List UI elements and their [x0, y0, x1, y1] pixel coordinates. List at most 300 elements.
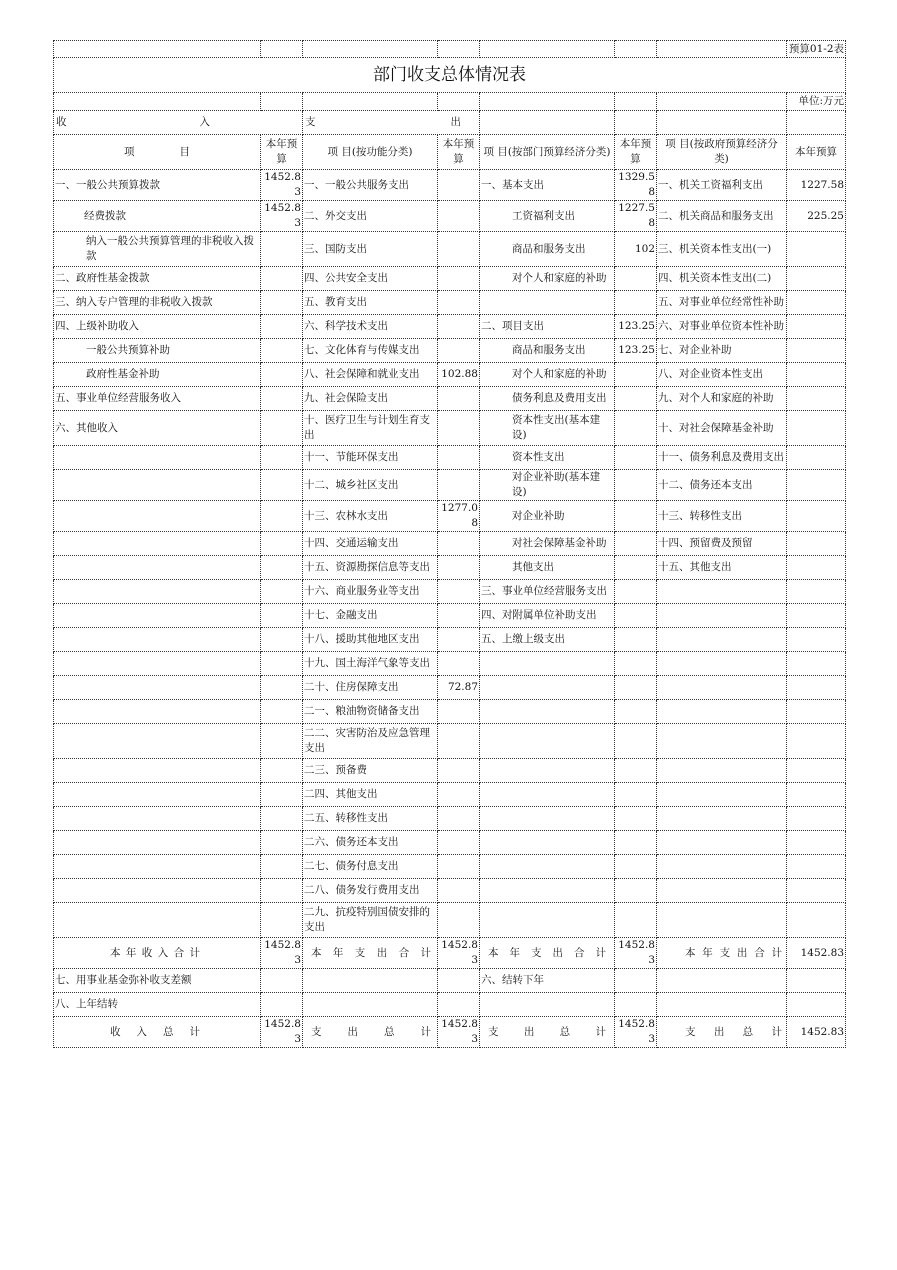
income-item: 四、上级补助收入	[54, 315, 261, 339]
dept-item	[480, 724, 615, 759]
income-item	[54, 580, 261, 604]
func-item: 十四、交通运输支出	[303, 532, 438, 556]
form-code: 预算01-2表	[787, 41, 846, 58]
gov-budget	[787, 532, 846, 556]
dept-item: 商品和服务支出	[480, 232, 615, 267]
func-budget	[438, 387, 480, 411]
func-item: 十九、国土海洋气象等支出	[303, 652, 438, 676]
gov-item	[657, 969, 787, 993]
header-gov-item: 项 目(按政府预算经济分类)	[657, 135, 787, 170]
dept-item: 三、事业单位经营服务支出	[480, 580, 615, 604]
gov-budget	[787, 470, 846, 501]
gov-total-label: 本年支出合计	[657, 938, 787, 969]
dept-budget	[615, 363, 657, 387]
dept-budget	[615, 969, 657, 993]
gov-budget	[787, 501, 846, 532]
table-row	[54, 556, 846, 580]
dept-item	[480, 903, 615, 938]
gov-budget	[787, 676, 846, 700]
func-budget	[438, 652, 480, 676]
dept-budget	[615, 387, 657, 411]
income-total-value: 1452.83	[261, 1017, 303, 1048]
gov-item: 二、机关商品和服务支出	[657, 201, 787, 232]
income-item: 五、事业单位经营服务收入	[54, 387, 261, 411]
func-item: 二七、债务付息支出	[303, 855, 438, 879]
func-budget	[438, 556, 480, 580]
income-item: 六、其他收入	[54, 411, 261, 446]
dept-budget	[615, 628, 657, 652]
income-item	[54, 807, 261, 831]
gov-item	[657, 855, 787, 879]
func-budget	[438, 315, 480, 339]
income-budget	[261, 501, 303, 532]
gov-budget	[787, 855, 846, 879]
section-row	[54, 111, 846, 135]
income-budget	[261, 411, 303, 446]
func-budget	[438, 339, 480, 363]
income-budget	[261, 232, 303, 267]
dept-item: 一、基本支出	[480, 170, 615, 201]
gov-budget: 1227.58	[787, 170, 846, 201]
income-budget	[261, 724, 303, 759]
func-item: 十八、援助其他地区支出	[303, 628, 438, 652]
table-row	[54, 580, 846, 604]
dept-budget: 123.25	[615, 315, 657, 339]
income-item	[54, 604, 261, 628]
func-item: 七、文化体育与传媒支出	[303, 339, 438, 363]
dept-total-value: 1452.83	[615, 1017, 657, 1048]
dept-budget	[615, 652, 657, 676]
func-budget	[438, 783, 480, 807]
income-item: 经费拨款	[54, 201, 261, 232]
gov-budget	[787, 628, 846, 652]
dept-total-value: 1452.83	[615, 938, 657, 969]
dept-item	[480, 831, 615, 855]
income-item	[54, 879, 261, 903]
gov-budget	[787, 652, 846, 676]
table-row	[54, 201, 846, 232]
gov-item	[657, 831, 787, 855]
func-budget	[438, 831, 480, 855]
gov-item: 十二、债务还本支出	[657, 470, 787, 501]
income-budget	[261, 532, 303, 556]
table-row	[54, 411, 846, 446]
dept-item	[480, 993, 615, 1017]
func-total-value: 1452.83	[438, 938, 480, 969]
func-total-value: 1452.83	[438, 1017, 480, 1048]
gov-budget	[787, 363, 846, 387]
table-row	[54, 291, 846, 315]
gov-budget	[787, 604, 846, 628]
table-row	[54, 363, 846, 387]
dept-item	[480, 652, 615, 676]
func-item: 二三、预备费	[303, 759, 438, 783]
gov-item: 十三、转移性支出	[657, 501, 787, 532]
income-budget	[261, 363, 303, 387]
income-total-value: 1452.83	[261, 938, 303, 969]
income-item	[54, 724, 261, 759]
func-budget	[438, 201, 480, 232]
gov-item: 十、对社会保障基金补助	[657, 411, 787, 446]
func-item: 六、科学技术支出	[303, 315, 438, 339]
func-budget	[438, 446, 480, 470]
gov-item: 十四、预留费及预留	[657, 532, 787, 556]
table-row	[54, 700, 846, 724]
func-item: 九、社会保险支出	[303, 387, 438, 411]
dept-item: 其他支出	[480, 556, 615, 580]
table-row	[54, 315, 846, 339]
table-row	[54, 501, 846, 532]
income-item	[54, 831, 261, 855]
dept-budget	[615, 759, 657, 783]
dept-budget	[615, 411, 657, 446]
gov-budget	[787, 411, 846, 446]
gov-item	[657, 783, 787, 807]
gov-budget	[787, 724, 846, 759]
income-item	[54, 855, 261, 879]
dept-item	[480, 783, 615, 807]
gov-item	[657, 759, 787, 783]
func-budget	[438, 580, 480, 604]
gov-budget	[787, 969, 846, 993]
func-budget	[438, 700, 480, 724]
income-budget	[261, 387, 303, 411]
income-budget	[261, 831, 303, 855]
income-budget	[261, 604, 303, 628]
dept-budget	[615, 604, 657, 628]
func-budget	[438, 903, 480, 938]
income-budget	[261, 628, 303, 652]
header-func-item: 项 目(按功能分类)	[303, 135, 438, 170]
dept-budget	[615, 700, 657, 724]
gov-budget	[787, 315, 846, 339]
income-budget	[261, 903, 303, 938]
func-item: 三、国防支出	[303, 232, 438, 267]
func-total-label: 支出总计	[303, 1017, 438, 1048]
dept-budget	[615, 580, 657, 604]
dept-budget	[615, 993, 657, 1017]
dept-item: 四、对附属单位补助支出	[480, 604, 615, 628]
income-budget	[261, 879, 303, 903]
income-item: 纳入一般公共预算管理的非税收入拨款	[54, 232, 261, 267]
dept-item: 对社会保障基金补助	[480, 532, 615, 556]
func-budget	[438, 532, 480, 556]
unit-row	[54, 93, 846, 111]
income-budget	[261, 291, 303, 315]
table-row	[54, 446, 846, 470]
income-budget	[261, 470, 303, 501]
dept-item: 对个人和家庭的补助	[480, 363, 615, 387]
income-budget	[261, 556, 303, 580]
table-row	[54, 532, 846, 556]
gov-item: 六、对事业单位资本性补助	[657, 315, 787, 339]
gov-budget	[787, 831, 846, 855]
func-item: 二二、灾害防治及应急管理支出	[303, 724, 438, 759]
income-item: 一般公共预算补助	[54, 339, 261, 363]
gov-item	[657, 628, 787, 652]
gov-total-value: 1452.83	[787, 1017, 846, 1048]
dept-item: 债务利息及费用支出	[480, 387, 615, 411]
func-item: 一、一般公共服务支出	[303, 170, 438, 201]
income-item	[54, 532, 261, 556]
func-budget: 102.88	[438, 363, 480, 387]
header-budget-1: 本年预算	[261, 135, 303, 170]
dept-budget: 1227.58	[615, 201, 657, 232]
income-item: 三、纳入专户管理的非税收入拨款	[54, 291, 261, 315]
func-budget	[438, 267, 480, 291]
income-item	[54, 903, 261, 938]
gov-item: 三、机关资本性支出(一)	[657, 232, 787, 267]
income-item	[54, 676, 261, 700]
gov-budget	[787, 339, 846, 363]
income-budget	[261, 446, 303, 470]
income-item	[54, 470, 261, 501]
income-budget	[261, 339, 303, 363]
gov-item: 五、对事业单位经常性补助	[657, 291, 787, 315]
income-budget	[261, 700, 303, 724]
func-item: 二九、抗疫特别国债安排的支出	[303, 903, 438, 938]
budget-sheet	[53, 40, 846, 1048]
expense-section-label: 支 出	[303, 111, 480, 135]
func-budget	[438, 879, 480, 903]
page-title: 部门收支总体情况表	[54, 58, 846, 93]
func-item: 二六、债务还本支出	[303, 831, 438, 855]
gov-budget	[787, 903, 846, 938]
form-code-row	[54, 41, 846, 58]
gov-budget: 225.25	[787, 201, 846, 232]
func-item: 四、公共安全支出	[303, 267, 438, 291]
func-budget	[438, 232, 480, 267]
func-item: 八、社会保障和就业支出	[303, 363, 438, 387]
grand-total-row	[54, 1017, 846, 1048]
dept-item	[480, 807, 615, 831]
income-item	[54, 759, 261, 783]
dept-budget	[615, 879, 657, 903]
gov-budget	[787, 387, 846, 411]
year-total-row	[54, 938, 846, 969]
gov-total-label: 支出总计	[657, 1017, 787, 1048]
income-item	[54, 652, 261, 676]
func-budget	[438, 724, 480, 759]
gov-item	[657, 652, 787, 676]
income-item: 政府性基金补助	[54, 363, 261, 387]
gov-budget	[787, 291, 846, 315]
func-item: 二八、债务发行费用支出	[303, 879, 438, 903]
func-item: 十一、节能环保支出	[303, 446, 438, 470]
income-item: 一、一般公共预算拨款	[54, 170, 261, 201]
dept-item: 五、上缴上级支出	[480, 628, 615, 652]
table-row	[54, 903, 846, 938]
gov-budget	[787, 783, 846, 807]
dept-item: 商品和服务支出	[480, 339, 615, 363]
dept-item	[480, 700, 615, 724]
income-item	[54, 501, 261, 532]
dept-budget	[615, 532, 657, 556]
func-item: 二一、粮油物资储备支出	[303, 700, 438, 724]
gov-item	[657, 807, 787, 831]
dept-budget	[615, 807, 657, 831]
income-item	[54, 556, 261, 580]
table-row	[54, 170, 846, 201]
table-row	[54, 267, 846, 291]
dept-item: 二、项目支出	[480, 315, 615, 339]
dept-item: 工资福利支出	[480, 201, 615, 232]
dept-budget	[615, 556, 657, 580]
title-row	[54, 58, 846, 93]
func-item: 五、教育支出	[303, 291, 438, 315]
income-budget	[261, 580, 303, 604]
dept-item: 对企业补助	[480, 501, 615, 532]
table-row	[54, 387, 846, 411]
func-budget	[438, 470, 480, 501]
header-dept-item: 项 目(按部门预算经济分类)	[480, 135, 615, 170]
gov-budget	[787, 580, 846, 604]
dept-budget	[615, 446, 657, 470]
income-budget: 1452.83	[261, 201, 303, 232]
gov-budget	[787, 267, 846, 291]
func-budget	[438, 993, 480, 1017]
table-row	[54, 652, 846, 676]
table-row	[54, 759, 846, 783]
table-row	[54, 232, 846, 267]
header-income-item: 项 目	[54, 135, 261, 170]
gov-budget	[787, 446, 846, 470]
income-item: 八、上年结转	[54, 993, 261, 1017]
dept-budget	[615, 676, 657, 700]
dept-budget: 123.25	[615, 339, 657, 363]
func-budget	[438, 855, 480, 879]
income-item	[54, 700, 261, 724]
func-item: 十六、商业服务业等支出	[303, 580, 438, 604]
income-budget	[261, 652, 303, 676]
header-budget-2: 本年预算	[438, 135, 480, 170]
gov-item: 十五、其他支出	[657, 556, 787, 580]
header-budget-4: 本年预算	[787, 135, 846, 170]
table-row	[54, 470, 846, 501]
table-row	[54, 339, 846, 363]
income-budget: 1452.83	[261, 170, 303, 201]
dept-budget	[615, 831, 657, 855]
income-budget	[261, 993, 303, 1017]
gov-item	[657, 604, 787, 628]
func-item: 二四、其他支出	[303, 783, 438, 807]
dept-budget	[615, 724, 657, 759]
dept-item	[480, 676, 615, 700]
income-total-label: 收入总计	[54, 1017, 261, 1048]
func-budget	[438, 604, 480, 628]
gov-budget	[787, 993, 846, 1017]
func-item: 二五、转移性支出	[303, 807, 438, 831]
func-budget: 1277.08	[438, 501, 480, 532]
dept-item: 对个人和家庭的补助	[480, 267, 615, 291]
dept-item: 对企业补助(基本建设)	[480, 470, 615, 501]
gov-budget	[787, 807, 846, 831]
table-row	[54, 831, 846, 855]
dept-budget	[615, 291, 657, 315]
table-row	[54, 855, 846, 879]
income-budget	[261, 855, 303, 879]
func-item: 十五、资源勘探信息等支出	[303, 556, 438, 580]
func-budget	[438, 628, 480, 652]
gov-budget	[787, 232, 846, 267]
func-budget	[438, 969, 480, 993]
gov-item: 八、对企业资本性支出	[657, 363, 787, 387]
func-budget	[438, 291, 480, 315]
table-row	[54, 604, 846, 628]
income-item	[54, 628, 261, 652]
gov-item: 十一、债务利息及费用支出	[657, 446, 787, 470]
dept-budget: 1329.58	[615, 170, 657, 201]
func-item: 二十、住房保障支出	[303, 676, 438, 700]
func-item	[303, 993, 438, 1017]
dept-item	[480, 879, 615, 903]
func-item: 十二、城乡社区支出	[303, 470, 438, 501]
func-item: 十三、农林水支出	[303, 501, 438, 532]
func-total-label: 本年支出合计	[303, 938, 438, 969]
table-row	[54, 676, 846, 700]
gov-item: 九、对个人和家庭的补助	[657, 387, 787, 411]
table-row	[54, 783, 846, 807]
dept-budget	[615, 855, 657, 879]
dept-item: 资本性支出(基本建设)	[480, 411, 615, 446]
income-section-label: 收 入	[54, 111, 303, 135]
gov-item	[657, 879, 787, 903]
gov-budget	[787, 879, 846, 903]
gov-item	[657, 580, 787, 604]
dept-item	[480, 291, 615, 315]
gov-budget	[787, 700, 846, 724]
func-item: 十、医疗卫生与计划生育支出	[303, 411, 438, 446]
func-item: 十七、金融支出	[303, 604, 438, 628]
gov-budget	[787, 556, 846, 580]
dept-budget: 102	[615, 232, 657, 267]
header-row	[54, 135, 846, 170]
table-row	[54, 879, 846, 903]
income-total-label: 本年收入合计	[54, 938, 261, 969]
dept-budget	[615, 267, 657, 291]
table-row	[54, 969, 846, 993]
table-row	[54, 993, 846, 1017]
gov-item	[657, 903, 787, 938]
gov-budget	[787, 759, 846, 783]
table-row	[54, 807, 846, 831]
income-budget	[261, 969, 303, 993]
gov-item: 四、机关资本性支出(二)	[657, 267, 787, 291]
gov-item: 一、机关工资福利支出	[657, 170, 787, 201]
income-item	[54, 783, 261, 807]
income-budget	[261, 315, 303, 339]
func-budget: 72.87	[438, 676, 480, 700]
header-budget-3: 本年预算	[615, 135, 657, 170]
gov-item	[657, 676, 787, 700]
func-item	[303, 969, 438, 993]
gov-item: 七、对企业补助	[657, 339, 787, 363]
func-budget	[438, 807, 480, 831]
dept-total-label: 本年支出合计	[480, 938, 615, 969]
func-budget	[438, 759, 480, 783]
income-budget	[261, 676, 303, 700]
income-budget	[261, 267, 303, 291]
func-budget	[438, 411, 480, 446]
dept-budget	[615, 470, 657, 501]
income-budget	[261, 759, 303, 783]
income-item: 二、政府性基金拨款	[54, 267, 261, 291]
table-row	[54, 628, 846, 652]
dept-budget	[615, 501, 657, 532]
dept-item	[480, 759, 615, 783]
dept-item: 六、结转下年	[480, 969, 615, 993]
income-budget	[261, 783, 303, 807]
